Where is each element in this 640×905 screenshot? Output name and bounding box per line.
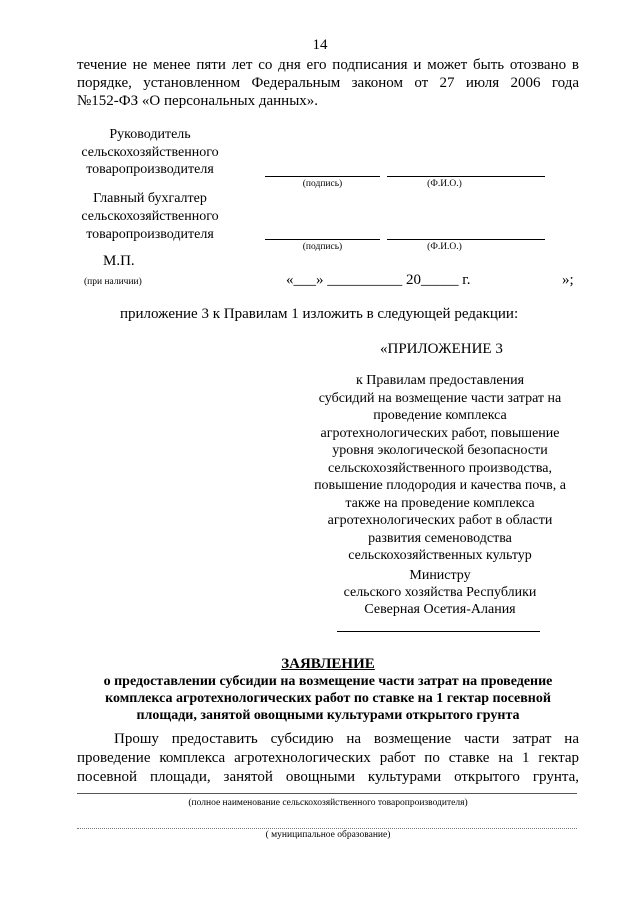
accountant-label-1: Главный бухгалтер bbox=[93, 191, 207, 206]
stamp-note: (при наличии) bbox=[84, 277, 142, 287]
appendix-line-5: уровня экологической безопасности bbox=[332, 443, 548, 458]
statement-subtitle-3: площади, занятой овощными культурами открытого грунта bbox=[136, 708, 520, 723]
accountant-name-caption: (Ф.И.О.) bbox=[427, 242, 462, 252]
addressee-line-3: Северная Осетия-Алания bbox=[364, 602, 516, 617]
date-end-mark: »; bbox=[562, 272, 574, 288]
head-label-2: сельскохозяйственного bbox=[81, 145, 219, 160]
statement-subtitle-2: комплекса агротехнологических работ по ставке на 1 гектар посевной bbox=[105, 691, 551, 706]
stamp-label: М.П. bbox=[103, 253, 135, 269]
municipality-caption: ( муниципальное образование) bbox=[265, 830, 391, 840]
appendix-line-4: агротехнологических работ, повышение bbox=[320, 426, 560, 441]
accountant-name-line bbox=[387, 239, 545, 240]
appendix-line-3: проведение комплекса bbox=[373, 408, 507, 423]
intro-line-2: порядке, установленном Федеральным законом от 27 июля 2006 года bbox=[77, 75, 579, 91]
head-name-line bbox=[387, 176, 545, 177]
accountant-label-3: товаропроизводителя bbox=[86, 227, 214, 242]
intro-line-3: №152-ФЗ «О персональных данных». bbox=[77, 93, 319, 109]
head-label-1: Руководитель bbox=[109, 127, 191, 142]
intro-line-1: течение не менее пяти лет со дня его подписания и может быть отозвано в bbox=[77, 57, 579, 73]
head-name-caption: (Ф.И.О.) bbox=[427, 179, 462, 189]
appendix-title: «ПРИЛОЖЕНИЕ 3 bbox=[380, 341, 503, 357]
amendment-line: приложение 3 к Правилам 1 изложить в следующей редакции: bbox=[120, 306, 519, 322]
statement-body-3: посевной площади, занятой овощными культурами открытого грунта, bbox=[77, 769, 579, 785]
statement-body-2: проведение комплекса агротехнологических работ по ставке на 1 гектар bbox=[77, 750, 579, 766]
accountant-label-2: сельскохозяйственного bbox=[81, 209, 219, 224]
accountant-signature-line bbox=[265, 239, 380, 240]
head-signature-caption: (подпись) bbox=[302, 179, 343, 189]
appendix-line-6: сельскохозяйственного производства, bbox=[327, 461, 553, 476]
statement-subtitle-1: о предоставлении субсидии на возмещение части затрат на проведение bbox=[103, 674, 553, 689]
appendix-line-10: развития семеноводства bbox=[368, 531, 512, 546]
date-line: «___» __________ 20_____ г. bbox=[286, 272, 471, 288]
statement-title: ЗАЯВЛЕНИЕ bbox=[281, 656, 375, 672]
page-number: 14 bbox=[312, 37, 328, 53]
appendix-line-2: субсидий на возмещение части затрат на bbox=[318, 391, 562, 406]
addressee-line-1: Министру bbox=[409, 568, 471, 583]
municipality-fill-line bbox=[77, 828, 577, 829]
organization-caption: (полное наименование сельскохозяйственного товаропроизводителя) bbox=[188, 798, 468, 808]
appendix-line-11: сельскохозяйственных культур bbox=[348, 548, 532, 563]
head-signature-line bbox=[265, 176, 380, 177]
accountant-signature-caption: (подпись) bbox=[302, 242, 343, 252]
appendix-line-7: повышение плодородия и качества почв, а bbox=[314, 478, 566, 493]
addressee-fill-line bbox=[337, 631, 540, 632]
appendix-line-9: агротехнологических работ в области bbox=[327, 513, 553, 528]
head-label-3: товаропроизводителя bbox=[86, 162, 214, 177]
statement-body-1: Прошу предоставить субсидию на возмещение части затрат на bbox=[114, 731, 579, 747]
addressee-line-2: сельского хозяйства Республики bbox=[343, 585, 537, 600]
appendix-line-8: также на проведение комплекса bbox=[345, 496, 535, 511]
appendix-line-1: к Правилам предоставления bbox=[355, 373, 525, 388]
organization-fill-line bbox=[77, 793, 577, 794]
